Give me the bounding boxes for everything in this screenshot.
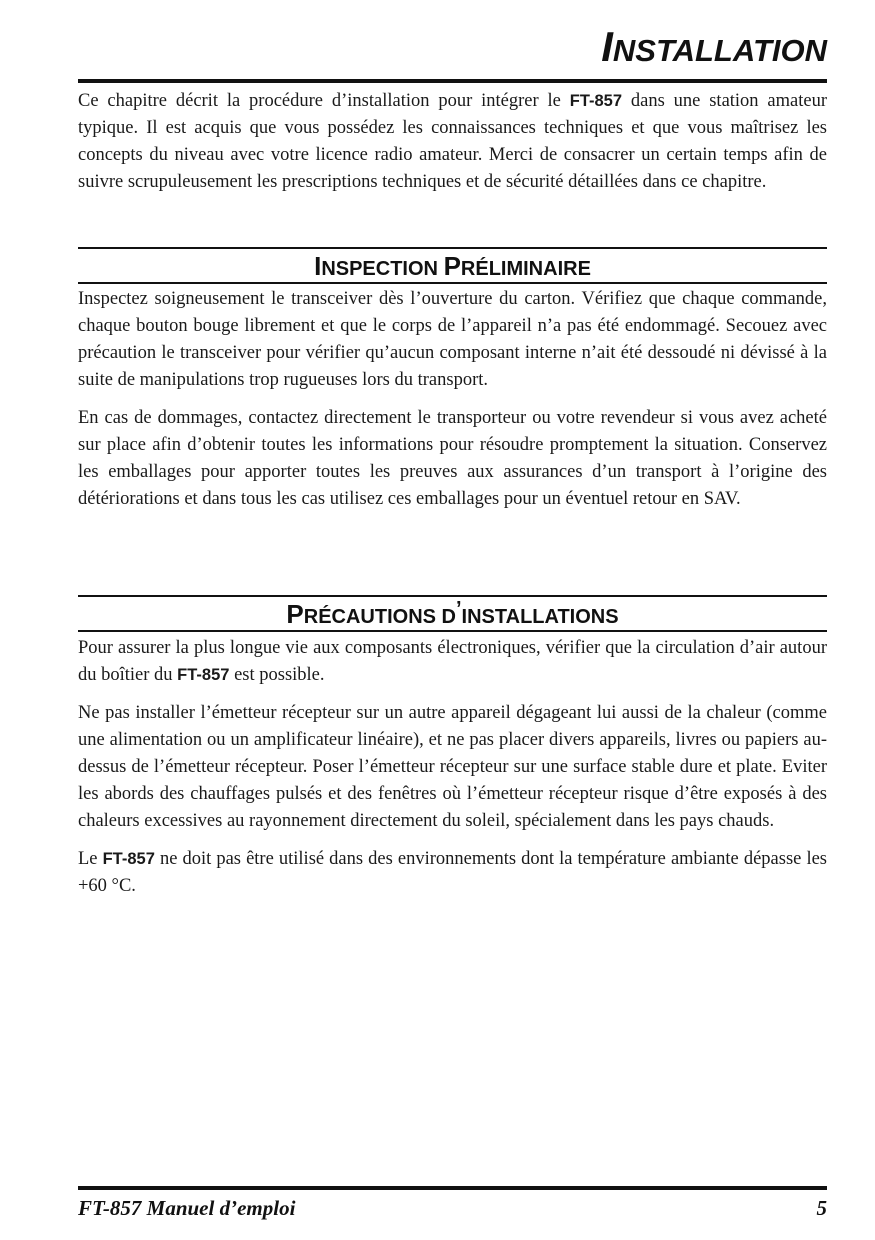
heading-text: RÉCAUTIONS D [303,606,456,628]
precautions-text: ne doit pas être utilisé dans des environnements dont la température ambiante dépasse les +60 °C. [78,849,827,896]
precautions-text: Pour assurer la plus longue vie aux composants électroniques, vérifier que la circulation d’air autour du boîtier du [78,638,827,685]
precautions-paragraph-2: Ne pas installer l’émetteur récepteur sur un autre appareil dégageant lui aussi de la chaleur (comme une alimentation ou un amplificateur linéaire), et ne pas placer divers appareils, livres ou papiers au- dessus de l’émetteur récepteur. Poser l’émetteur récepteur sur une surface stable dure et plate. Eviter les abords des chauffages pulsés et des fenêtres où l’émetteur récepteur risque d’être exposés à des chaleurs excessives au rayonnement directement du soleil, spécialement dans les pays chauds. [78,703,827,831]
heading-initial: I [314,251,322,281]
heading-apostrophe: ’ [455,598,462,620]
footer-rule [78,1186,827,1190]
precautions-paragraph-3 [78,846,827,900]
top-rule [78,79,827,83]
precautions-text: Le [78,849,103,869]
heading-text: NSPECTION [321,258,444,280]
inspection-paragraph-1: Inspectez soigneusement le transceiver dès l’ouverture du carton. Vérifiez que chaque commande, chaque bouton bouge librement et que le corps de l’appareil n’a pas été endommagé. Secouez avec précaution le transceiver pour vérifier qu’aucun composant interne n’ait été dessoudé ni dévissé à la suite de manipulations trop rugueuses lors du transport. [78,289,827,390]
intro-text-2: dans une station amateur typique. Il est acquis que vous possédez les connaissances techniques et que vous maîtrisez les concepts du niveau avec votre licence radio amateur. Merci de consacrer un certain temps afin de suivre scrupuleusement les prescriptions techniques et de sécurité détaillées dans ce chapitre. [78,91,827,192]
heading-text: RÉLIMINAIRE [460,258,591,280]
footer-manual-title: FT-857 Manuel d’emploi [78,1196,296,1220]
manual-page [78,0,827,1240]
heading-initial: P [443,251,461,281]
section-heading-inspection [78,247,827,284]
intro-paragraph [78,88,827,196]
inspection-paragraph-2: En cas de dommages, contactez directement le transporteur ou votre revendeur si vous avez acheté sur place afin d’obtenir toutes les informations pour résoudre promptement la situation. Conservez les emballages pour apporter toutes les preuves aux assurances d’un transport à l’origine des détériorations et dans tous les cas utilisez ces emballages pour un éventuel retour en SAV. [78,408,827,509]
chapter-title-initial: I [601,23,613,70]
intro-text-1: Ce chapitre décrit la procédure d’installation pour intégrer le [78,91,570,111]
model-name: FT-857 [177,666,230,684]
heading-initial: P [286,599,304,629]
chapter-title [601,23,827,70]
heading-text: INSTALLATIONS [461,606,619,628]
precautions-paragraph-1 [78,635,827,689]
intro-section [78,88,827,196]
precautions-text: est possible. [229,665,325,685]
section-body-precautions [78,635,827,900]
model-name: FT-857 [569,92,623,110]
section-body-inspection [78,286,827,513]
chapter-title-rest: NSTALLATION [612,33,827,68]
model-name: FT-857 [102,850,155,868]
section-heading-precautions [78,595,827,632]
page-number: 5 [816,1196,827,1220]
